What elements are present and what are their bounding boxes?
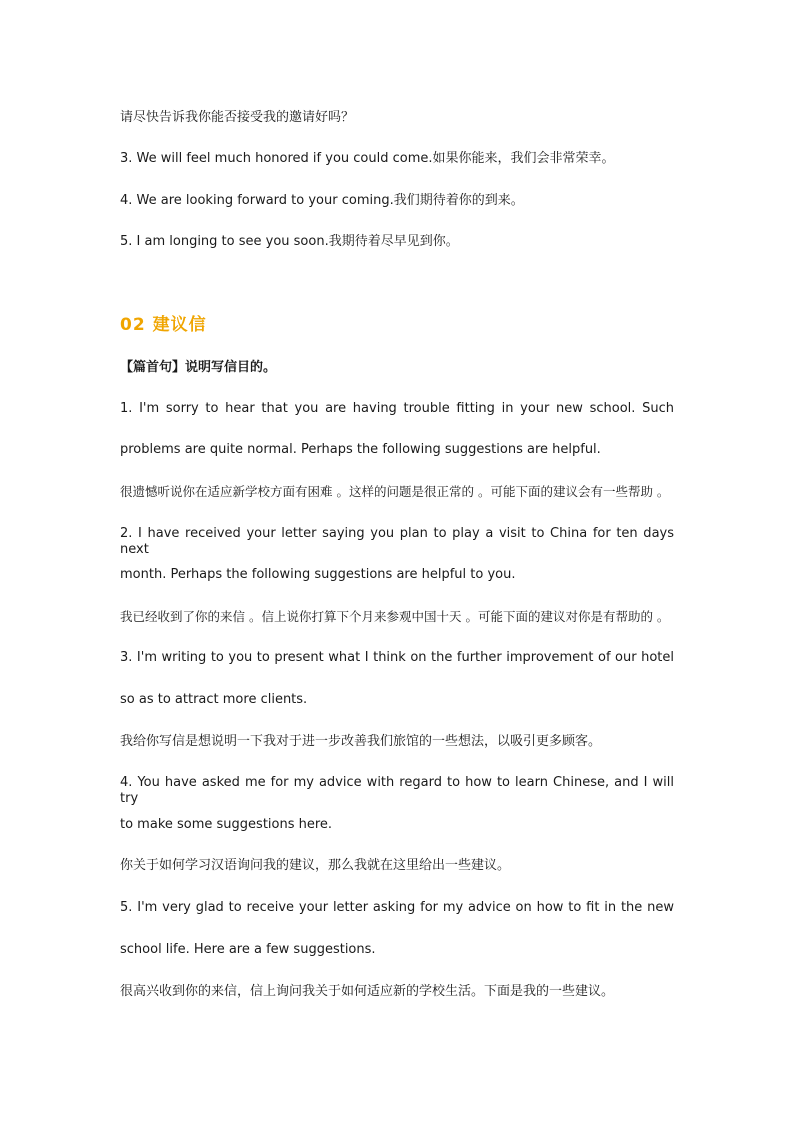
section-subheading: 【篇首句】说明写信目的。 <box>120 360 277 375</box>
sentence-en-line: 5. I'm very glad to receive your letter asking for my advice on how to fit in the new <box>120 900 674 915</box>
sentence-zh-line: 很高兴收到你的来信，信上询问我关于如何适应新的学校生活。下面是我的一些建议。 <box>120 984 615 999</box>
sentence-en-line: 1. I'm sorry to hear that you are having trouble fitting in your new school. Such <box>120 401 674 416</box>
intro-line: 3. We will feel much honored if you could come.如果你能来，我们会非常荣幸。 <box>120 151 615 166</box>
sentence-en-line: 2. I have received your letter saying you plan to play a visit to China for ten days next <box>120 526 674 557</box>
intro-line: 5. I am longing to see you soon.我期待着尽早见到你。 <box>120 234 459 249</box>
sentence-zh-line: 我已经收到了你的来信 。信上说你打算下个月来参观中国十天 。可能下面的建议对你是有帮助的 。 <box>120 609 670 624</box>
sentence-zh-line: 我给你写信是想说明一下我对于进一步改善我们旅馆的一些想法，以吸引更多顾客。 <box>120 734 602 749</box>
sentence-en-line: school life. Here are a few suggestions. <box>120 942 376 957</box>
sentence-en-line: so as to attract more clients. <box>120 692 308 707</box>
sentence-en-line: to make some suggestions here. <box>120 817 333 832</box>
sentence-en-line: month. Perhaps the following suggestions are helpful to you. <box>120 567 516 582</box>
section-heading: 02 建议信 <box>120 315 207 335</box>
sentence-zh-line: 你关于如何学习汉语询问我的建议，那么我就在这里给出一些建议。 <box>120 858 511 873</box>
intro-line: 请尽快告诉我你能否接受我的邀请好吗？ <box>120 110 355 125</box>
intro-line: 4. We are looking forward to your coming.我们期待着你的到来。 <box>120 193 524 208</box>
sentence-en-line: problems are quite normal. Perhaps the following suggestions are helpful. <box>120 442 601 457</box>
sentence-zh-line: 很遗憾听说你在适应新学校方面有困难 。这样的问题是很正常的 。可能下面的建议会有一些帮助 。 <box>120 484 670 499</box>
sentence-en-line: 4. You have asked me for my advice with regard to how to learn Chinese, and I will try <box>120 775 674 806</box>
sentence-en-line: 3. I'm writing to you to present what I think on the further improvement of our hotel <box>120 650 674 665</box>
